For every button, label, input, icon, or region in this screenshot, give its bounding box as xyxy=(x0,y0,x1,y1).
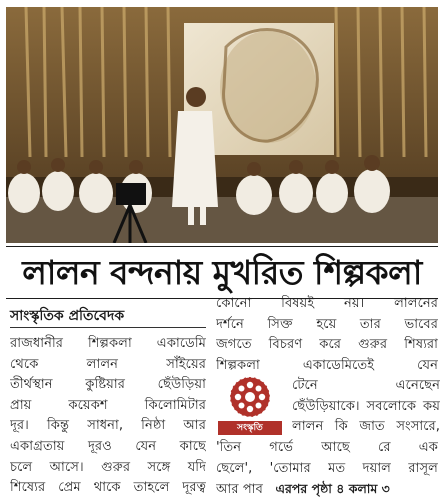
body-line: টেনে এনেছেন xyxy=(292,378,440,393)
body-line: লালন কি জাত সংসারে, xyxy=(292,419,440,435)
article-photo xyxy=(6,7,438,243)
body-line: থেকে লালন সাঁইয়ের xyxy=(10,356,206,372)
body-line: একাগ্রতায় দূরও যেন কাছে xyxy=(10,438,206,454)
body-line: শিষ্যের প্রেম থাকে তাহলে দূরত্ব xyxy=(10,480,206,496)
body-line: দর্শনে সিক্ত হয়ে তার ভাবের xyxy=(216,316,438,332)
last-line-text: আর পাব xyxy=(216,482,263,498)
flower-emblem-icon xyxy=(218,373,282,421)
stage-performance-image xyxy=(6,7,438,243)
body-line: চলে আসে। গুরুর সঙ্গে যদি xyxy=(10,459,206,475)
right-column-bottom xyxy=(216,438,438,501)
continuation-note[interactable]: এরপর পৃষ্ঠা ৪ কলাম ৩ xyxy=(275,481,390,497)
body-line: রাজধানীর শিল্পকলা একাডেমি xyxy=(10,336,206,351)
right-column-top xyxy=(216,294,438,376)
body-line: 'তিন গর্ভে আছে রে এক xyxy=(216,440,438,455)
body-line: প্রায় কয়েকশ কিলোমিটার xyxy=(10,397,206,413)
section-logo-label: সংস্কৃতি xyxy=(218,421,282,435)
byline: সাংস্কৃতিক প্রতিবেদক xyxy=(10,308,125,324)
body-line: ছেলে', 'তোমার মত দয়াল রাসূল xyxy=(216,460,438,476)
headline: লালন বন্দনায় মুখরিত শিল্পকলা xyxy=(22,253,422,292)
culture-section-logo xyxy=(218,373,282,435)
body-line: শিল্পকলা একাডেমিতেই যেন xyxy=(216,357,438,373)
body-line: জগতে বিচরণ করে গুরুর শিষ্যরা xyxy=(216,337,438,353)
left-column xyxy=(10,334,206,499)
body-line: কোনো বিষয়ই নয়। লালনের xyxy=(216,296,438,311)
right-column-middle xyxy=(292,376,440,438)
byline-rule xyxy=(10,327,206,328)
body-line: তীর্থস্থান কুষ্টিয়ার ছেঁউড়িয়া xyxy=(10,377,206,393)
body-line: দূর। কিন্তু সাধনা, নিষ্ঠা আর xyxy=(10,418,206,434)
body-line: ছেঁউড়িয়াকে। সবলোকে কয় xyxy=(292,398,440,414)
